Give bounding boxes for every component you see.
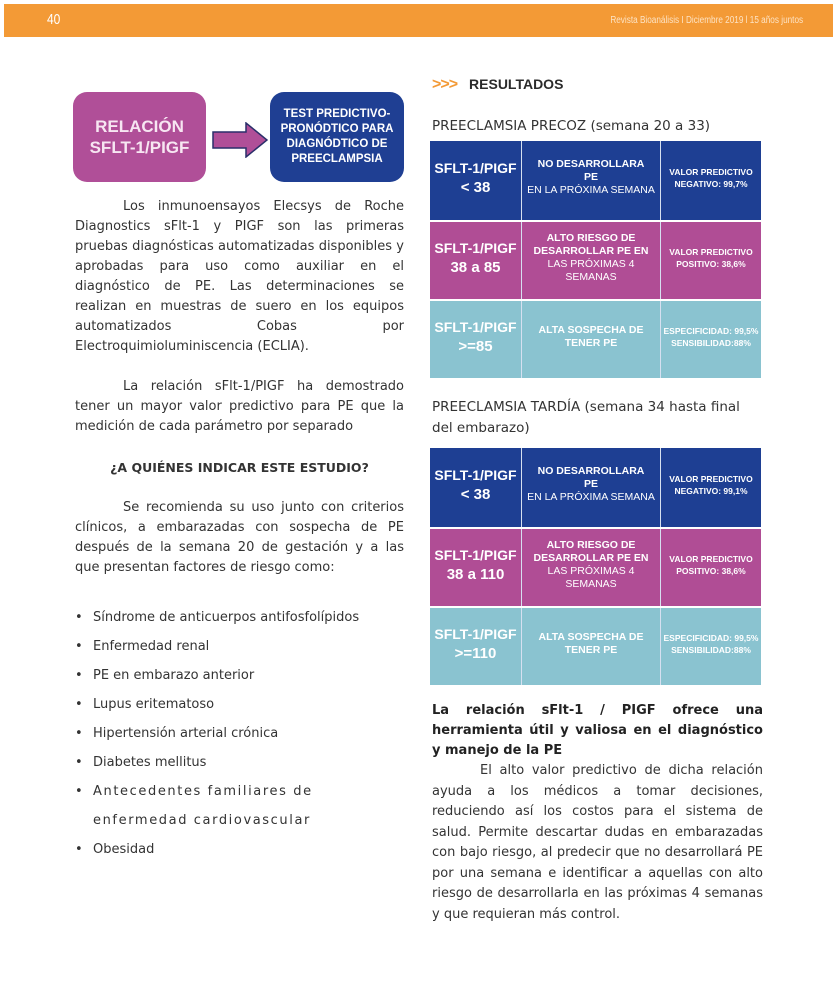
ratio-label: SFLT-1/PIGF bbox=[434, 239, 517, 256]
list-item-text: Diabetes mellitus bbox=[93, 755, 207, 770]
bullet-icon: • bbox=[75, 784, 83, 799]
outcome-light: EN LA PRÓXIMA SEMANA bbox=[527, 491, 655, 503]
running-head: Revista Bioanálisis I Diciembre 2019 l 15 años juntos bbox=[610, 15, 803, 26]
ratio-range: >=110 bbox=[454, 644, 497, 662]
metric-line: SENSIBILIDAD:88% bbox=[671, 337, 751, 348]
table-row bbox=[430, 527, 761, 606]
bullet-icon: • bbox=[75, 610, 83, 625]
bullet-icon: • bbox=[75, 726, 83, 741]
ratio-range: 38 a 85 bbox=[450, 258, 501, 276]
list-item-text: Obesidad bbox=[93, 842, 155, 857]
list-item-text: Antecedentes familiares de enfermedad cardiovascular bbox=[93, 784, 313, 828]
ratio-box-line: RELACIÓN bbox=[95, 117, 184, 136]
ratio-label: SFLT-1/PIGF bbox=[434, 546, 517, 563]
metric-cell bbox=[661, 448, 761, 527]
metric-line: NEGATIVO: 99,1% bbox=[674, 485, 748, 496]
intro-paragraph: Los inmunoensayos Elecsys de Roche Diagnostics sFlt-1 y PIGF son las primeras pruebas diagnósticas automatizadas disponibles y aprobadas para uso como auxiliar en el diagnóstico de PE. Las determinaciones se realizan en muestras de suero en los equipos automatizados Cobas por Electroquimioluminiscencia (ECLIA). bbox=[75, 199, 404, 354]
outcome-bold: ALTA SOSPECHA DE TENER PE bbox=[538, 323, 644, 349]
outcome-bold: NO DESARROLLARA PE bbox=[537, 465, 645, 490]
outcome-cell bbox=[522, 608, 661, 685]
outcome-cell bbox=[522, 141, 661, 220]
table-row bbox=[430, 606, 761, 685]
triple-chevron-icon: >>> bbox=[432, 76, 458, 93]
results-title: RESULTADOS bbox=[469, 76, 564, 92]
metric-cell bbox=[661, 529, 761, 606]
bullet-icon: • bbox=[75, 639, 83, 654]
indications-heading: ¿A QUIÉNES INDICAR ESTE ESTUDIO? bbox=[110, 460, 369, 475]
ratio-range: < 38 bbox=[460, 485, 491, 503]
ratio-cell bbox=[430, 608, 522, 685]
metric-line: ESPECIFICIDAD: 99,5% bbox=[663, 325, 759, 336]
late-pe-title: PREECLAMSIA TARDÍA (semana 34 hasta final del embarazo) bbox=[432, 399, 740, 436]
list-item-text: Hipertensión arterial crónica bbox=[93, 726, 279, 741]
page-number: 40 bbox=[47, 11, 61, 28]
outcome-bold: ALTO RIESGO DE DESARROLLAR PE EN bbox=[533, 538, 649, 564]
test-box-line: PRONÓDTICO PARA bbox=[280, 123, 394, 135]
table-row bbox=[430, 141, 761, 220]
header-bar bbox=[4, 4, 833, 37]
list-item bbox=[75, 603, 404, 632]
metric-line: VALOR PREDICTIVO bbox=[669, 473, 753, 484]
list-item-text: PE en embarazo anterior bbox=[93, 668, 255, 683]
ratio-cell bbox=[430, 301, 522, 378]
ratio-cell bbox=[430, 529, 522, 606]
predictive-test-box bbox=[270, 92, 404, 182]
ratio-cell bbox=[430, 222, 522, 299]
metric-line: ESPECIFICIDAD: 99,5% bbox=[663, 632, 759, 643]
metric-line: VALOR PREDICTIVO bbox=[669, 166, 753, 177]
outcome-cell bbox=[522, 222, 661, 299]
early-pe-title: PREECLAMSIA PRECOZ (semana 20 a 33) bbox=[432, 118, 711, 134]
list-item-text: Síndrome de anticuerpos antifosfolípidos bbox=[93, 610, 360, 625]
list-item bbox=[75, 719, 404, 748]
ratio-box-line: SFLT-1/PIGF bbox=[89, 138, 190, 157]
ratio-paragraph: La relación sFlt-1/PIGF ha demostrado tener un mayor valor predictivo para PE que la medición de cada parámetro por separado bbox=[75, 379, 404, 434]
table-row bbox=[430, 220, 761, 299]
list-item bbox=[75, 777, 404, 835]
outcome-light: LAS PRÓXIMAS 4 SEMANAS bbox=[547, 564, 635, 590]
outcome-bold: NO DESARROLLARA PE bbox=[537, 158, 645, 183]
ratio-label: SFLT-1/PIGF bbox=[434, 318, 517, 335]
list-item bbox=[75, 632, 404, 661]
bullet-icon: • bbox=[75, 697, 83, 712]
outcome-cell bbox=[522, 529, 661, 606]
ratio-box bbox=[73, 92, 206, 182]
bullet-icon: • bbox=[75, 668, 83, 683]
bullet-icon: • bbox=[75, 842, 83, 857]
list-item-text: Enfermedad renal bbox=[93, 639, 210, 654]
risk-factor-list bbox=[75, 603, 404, 864]
ratio-cell bbox=[430, 448, 522, 527]
metric-line: VALOR PREDICTIVO bbox=[669, 553, 753, 564]
ratio-label: SFLT-1/PIGF bbox=[434, 625, 517, 642]
metric-line: SENSIBILIDAD:88% bbox=[671, 644, 751, 655]
bullet-icon: • bbox=[75, 755, 83, 770]
metric-line: NEGATIVO: 99,7% bbox=[674, 178, 748, 189]
indications-paragraph: Se recomienda su uso junto con criterios clínicos, a embarazadas con sospecha de PE después de la semana 20 de gestación y a las que presentan factores de riesgo como: bbox=[75, 500, 404, 575]
metric-line: POSITIVO: 38,6% bbox=[676, 565, 746, 576]
metric-cell bbox=[661, 222, 761, 299]
closing-paragraph: El alto valor predictivo de dicha relación ayuda a los médicos a tomar decisiones, reduciendo así los costos para el sistema de salud. Permite descartar dudas en embarazadas con bajo riesgo, al predecir que no desarrollará PE por una semana e identificar a aquellas con alto riesgo de desarrollarla en las próximas 4 semanas y que requieran más control. bbox=[432, 763, 763, 922]
ratio-label: SFLT-1/PIGF bbox=[434, 466, 517, 483]
metric-cell bbox=[661, 608, 761, 685]
ratio-label: SFLT-1/PIGF bbox=[434, 159, 517, 176]
right-arrow-icon bbox=[212, 122, 268, 158]
early-pe-table bbox=[430, 141, 761, 378]
outcome-light: LAS PRÓXIMAS 4 SEMANAS bbox=[547, 257, 635, 283]
table-row bbox=[430, 299, 761, 378]
outcome-light: EN LA PRÓXIMA SEMANA bbox=[527, 184, 655, 196]
list-item-text: Lupus eritematoso bbox=[93, 697, 215, 712]
metric-cell bbox=[661, 141, 761, 220]
metric-line: VALOR PREDICTIVO bbox=[669, 246, 753, 257]
test-box-line: PREECLAMPSIA bbox=[291, 153, 383, 165]
ratio-cell bbox=[430, 141, 522, 220]
metric-line: POSITIVO: 38,6% bbox=[676, 258, 746, 269]
list-item bbox=[75, 748, 404, 777]
list-item bbox=[75, 661, 404, 690]
test-box-line: TEST PREDICTIVO- bbox=[283, 108, 391, 120]
conclusion-text: La relación sFlt-1 / PIGF ofrece una herramienta útil y valiosa en el diagnóstico y manejo de la PE bbox=[432, 703, 763, 758]
metric-cell bbox=[661, 301, 761, 378]
outcome-bold: ALTA SOSPECHA DE TENER PE bbox=[538, 630, 644, 656]
test-box-line: DIAGNÓDTICO DE bbox=[286, 138, 388, 150]
table-row bbox=[430, 448, 761, 527]
ratio-range: >=85 bbox=[458, 337, 493, 355]
results-heading bbox=[432, 76, 563, 94]
outcome-bold: ALTO RIESGO DE DESARROLLAR PE EN bbox=[533, 231, 649, 257]
ratio-range: 38 a 110 bbox=[446, 565, 505, 583]
outcome-cell bbox=[522, 301, 661, 378]
list-item bbox=[75, 835, 404, 864]
list-item bbox=[75, 690, 404, 719]
late-pe-table bbox=[430, 448, 761, 685]
outcome-cell bbox=[522, 448, 661, 527]
ratio-range: < 38 bbox=[460, 178, 491, 196]
